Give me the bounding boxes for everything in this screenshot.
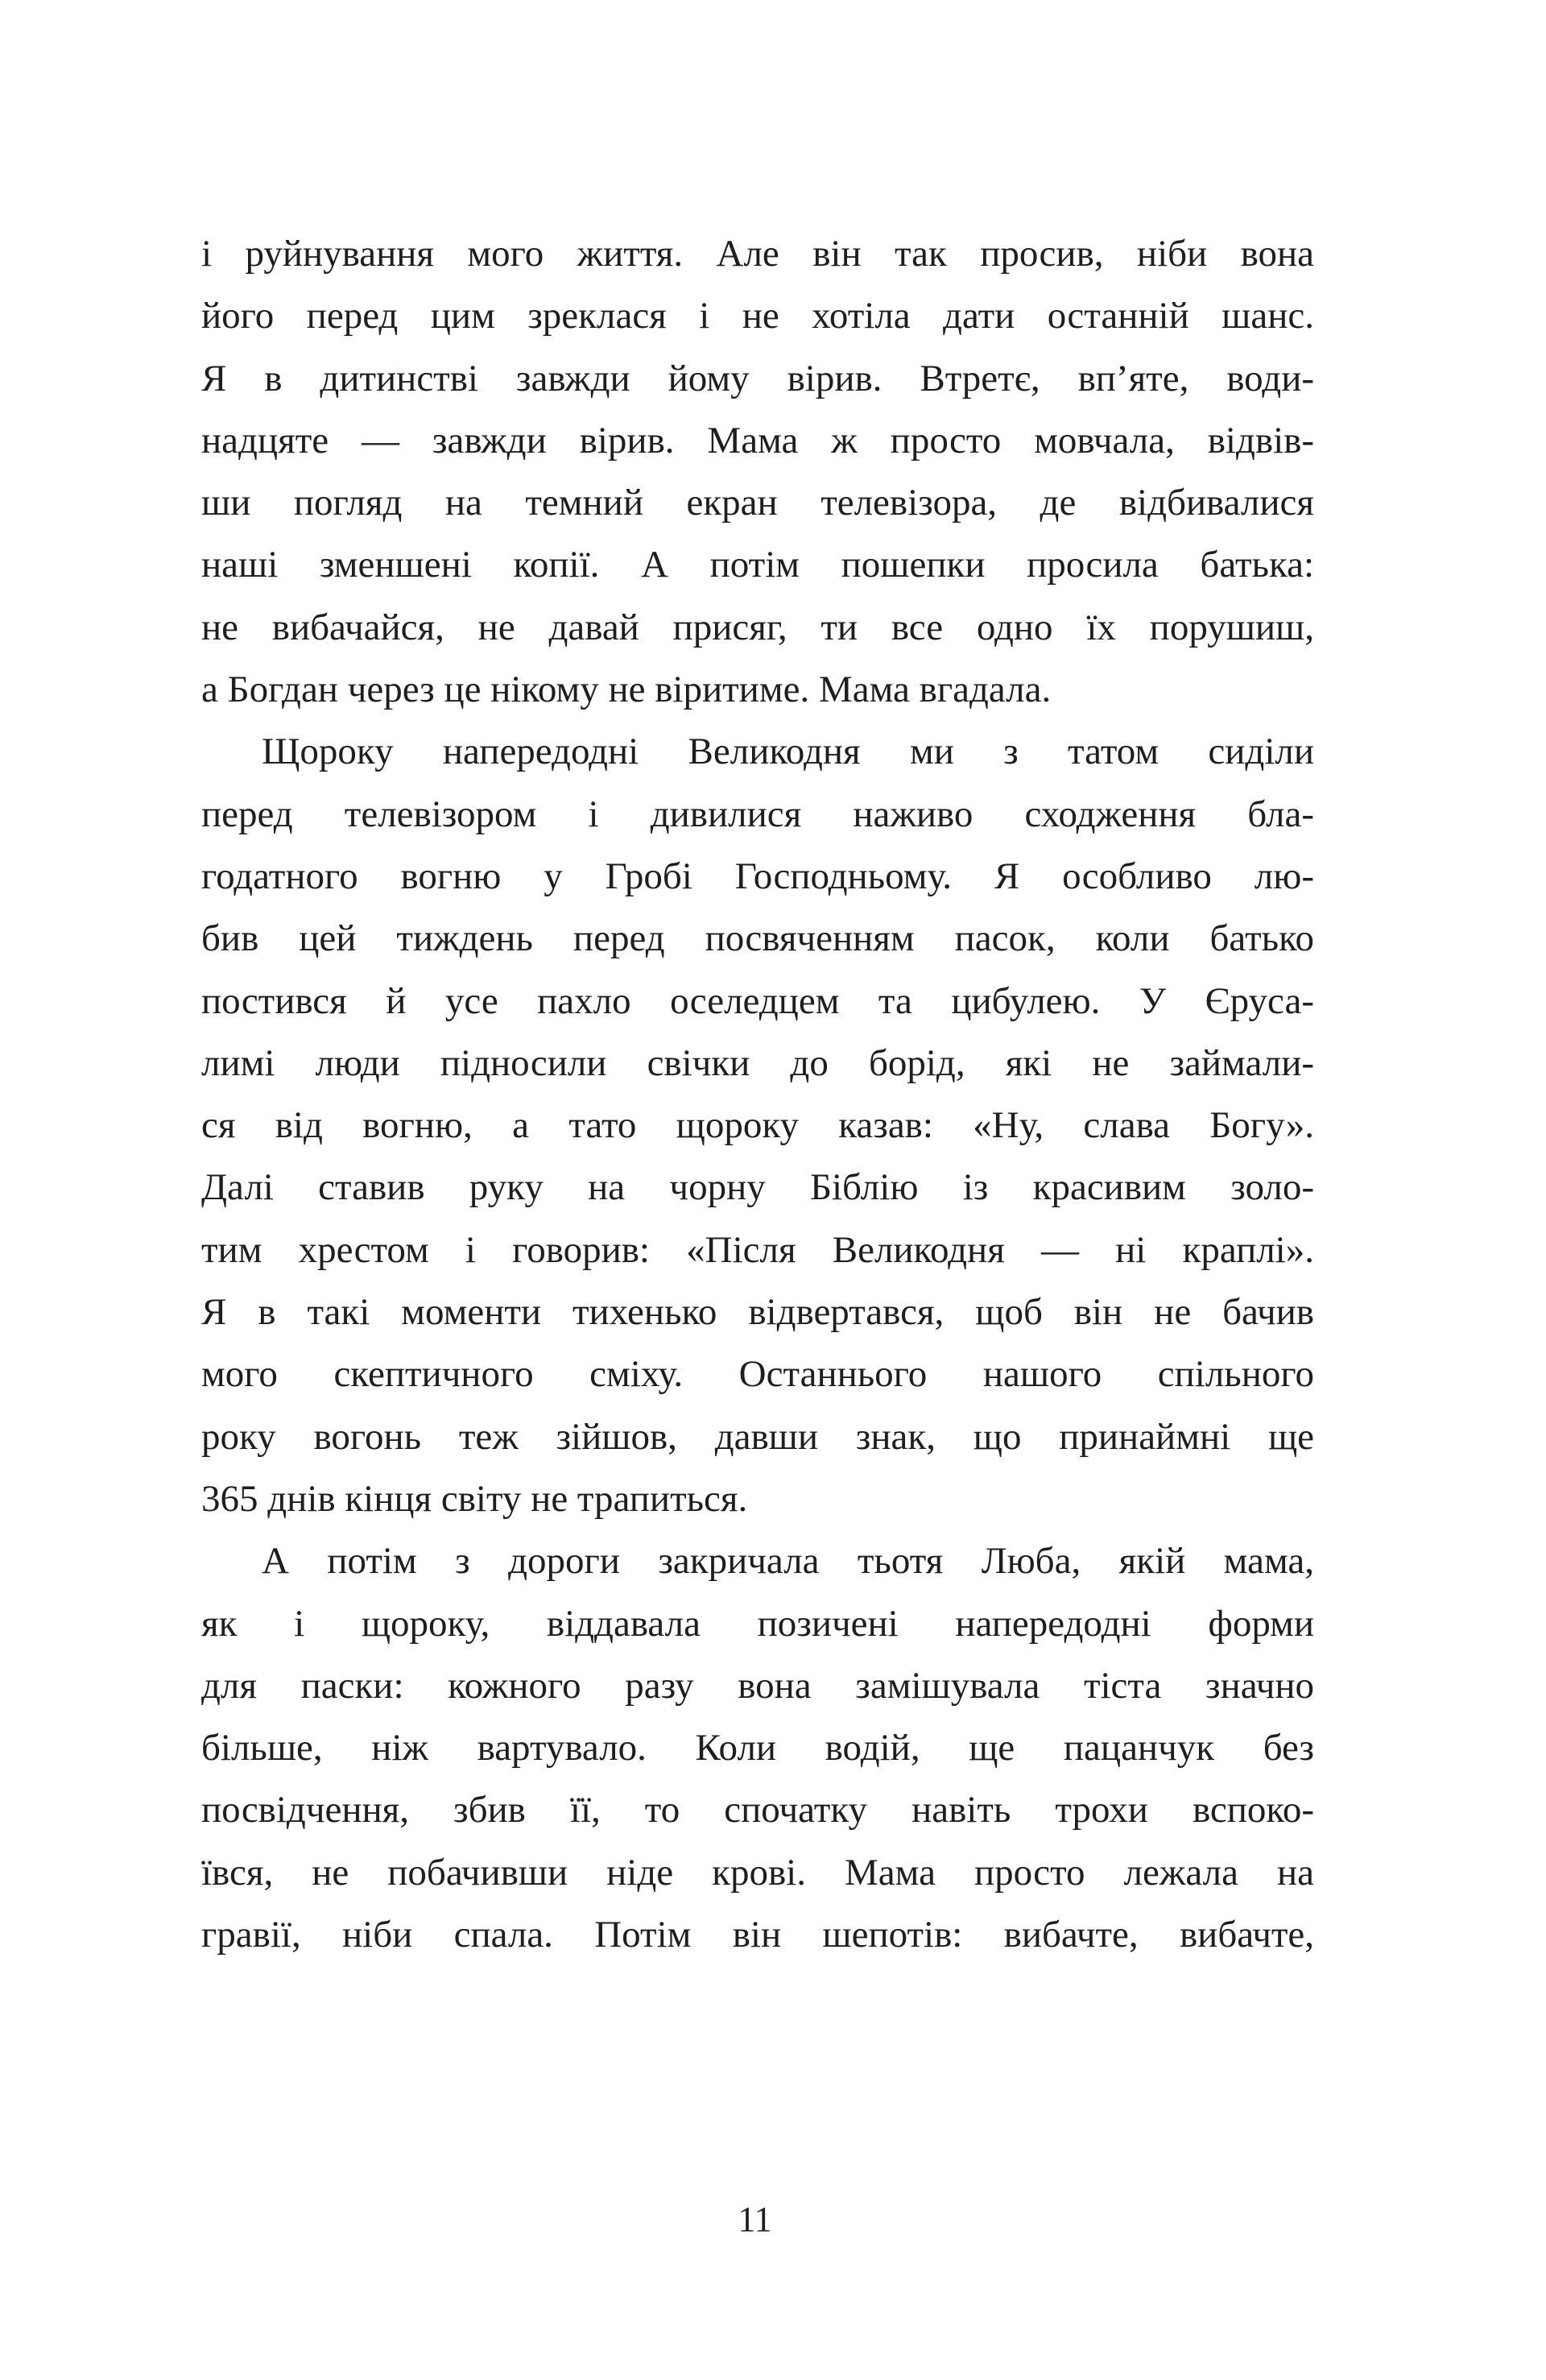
text-line: А потім з дороги закричала тьотя Люба, якій мама, [262, 1540, 1314, 1583]
paragraph [201, 1530, 1314, 1966]
text-line: ївся, не побачивши ніде крові. Мама просто лежала на [201, 1851, 1314, 1894]
page-number: 11 [738, 2200, 772, 2239]
text-line: постився й усе пахло оселедцем та цибулею. У Єруса- [201, 979, 1314, 1022]
text-line: Далі ставив руку на чорну Біблію із красивим золо- [201, 1166, 1314, 1209]
text-line: гравії, ніби спала. Потім він шепотів: вибачте, вибачте, [201, 1914, 1314, 1956]
text-line: не вибачайся, не давай присяг, ти все одно їх порушиш, [201, 606, 1314, 648]
text-line: годатного вогню у Гробі Господньому. Я особливо лю- [201, 855, 1314, 897]
text-line: ся від вогню, а тато щороку казав: «Ну, слава Богу». [201, 1104, 1314, 1147]
text-line: а Богдан через це нікому не віритиме. Мама вгадала. [201, 668, 1052, 711]
text-line: посвідчення, збив її, то спочатку навіть трохи вспоко- [201, 1789, 1314, 1832]
text-line: його перед цим зреклася і не хотіла дати останній шанс. [201, 295, 1314, 337]
text-line: бив цей тиждень перед посвяченням пасок, коли батько [201, 917, 1314, 960]
text-line: тим хрестом і говорив: «Після Великодня — ні краплі». [201, 1228, 1314, 1271]
text-line: Щороку напередодні Великодня ми з татом сиділи [262, 731, 1314, 773]
text-line: 365 днів кінця світу не трапиться. [201, 1477, 748, 1520]
text-line: ши погляд на темний екран телевізора, де відбивалися [201, 482, 1314, 524]
text-line: Я в такі моменти тихенько відвертався, щоб він не бачив [201, 1291, 1314, 1334]
text-line: перед телевізором і дивилися наживо сходження бла- [201, 793, 1314, 835]
text-line: як і щороку, віддавала позичені напередодні форми [201, 1602, 1314, 1645]
text-line: лимі люди підносили свічки до борід, які не займали- [201, 1041, 1314, 1084]
text-line: року вогонь теж зійшов, давши знак, що принаймні ще [201, 1415, 1314, 1458]
text-line: надцяте — завжди вірив. Мама ж просто мовчала, відвів- [201, 419, 1314, 462]
text-line: і руйнування мого життя. Але він так просив, ніби вона [201, 233, 1314, 275]
text-line: Я в дитинстві завжди йому вірив. Втретє, вп’яте, води- [201, 357, 1314, 399]
book-page-text [201, 223, 1314, 1966]
text-line: мого скептичного сміху. Останнього нашого спільного [201, 1353, 1314, 1396]
paragraph [201, 223, 1314, 721]
text-line: більше, ніж вартувало. Коли водій, ще пацанчук без [201, 1727, 1314, 1769]
text-line: наші зменшені копії. А потім пошепки просила батька: [201, 544, 1314, 586]
text-line: для паски: кожного разу вона замішувала тіста значно [201, 1664, 1314, 1707]
paragraph [201, 721, 1314, 1530]
